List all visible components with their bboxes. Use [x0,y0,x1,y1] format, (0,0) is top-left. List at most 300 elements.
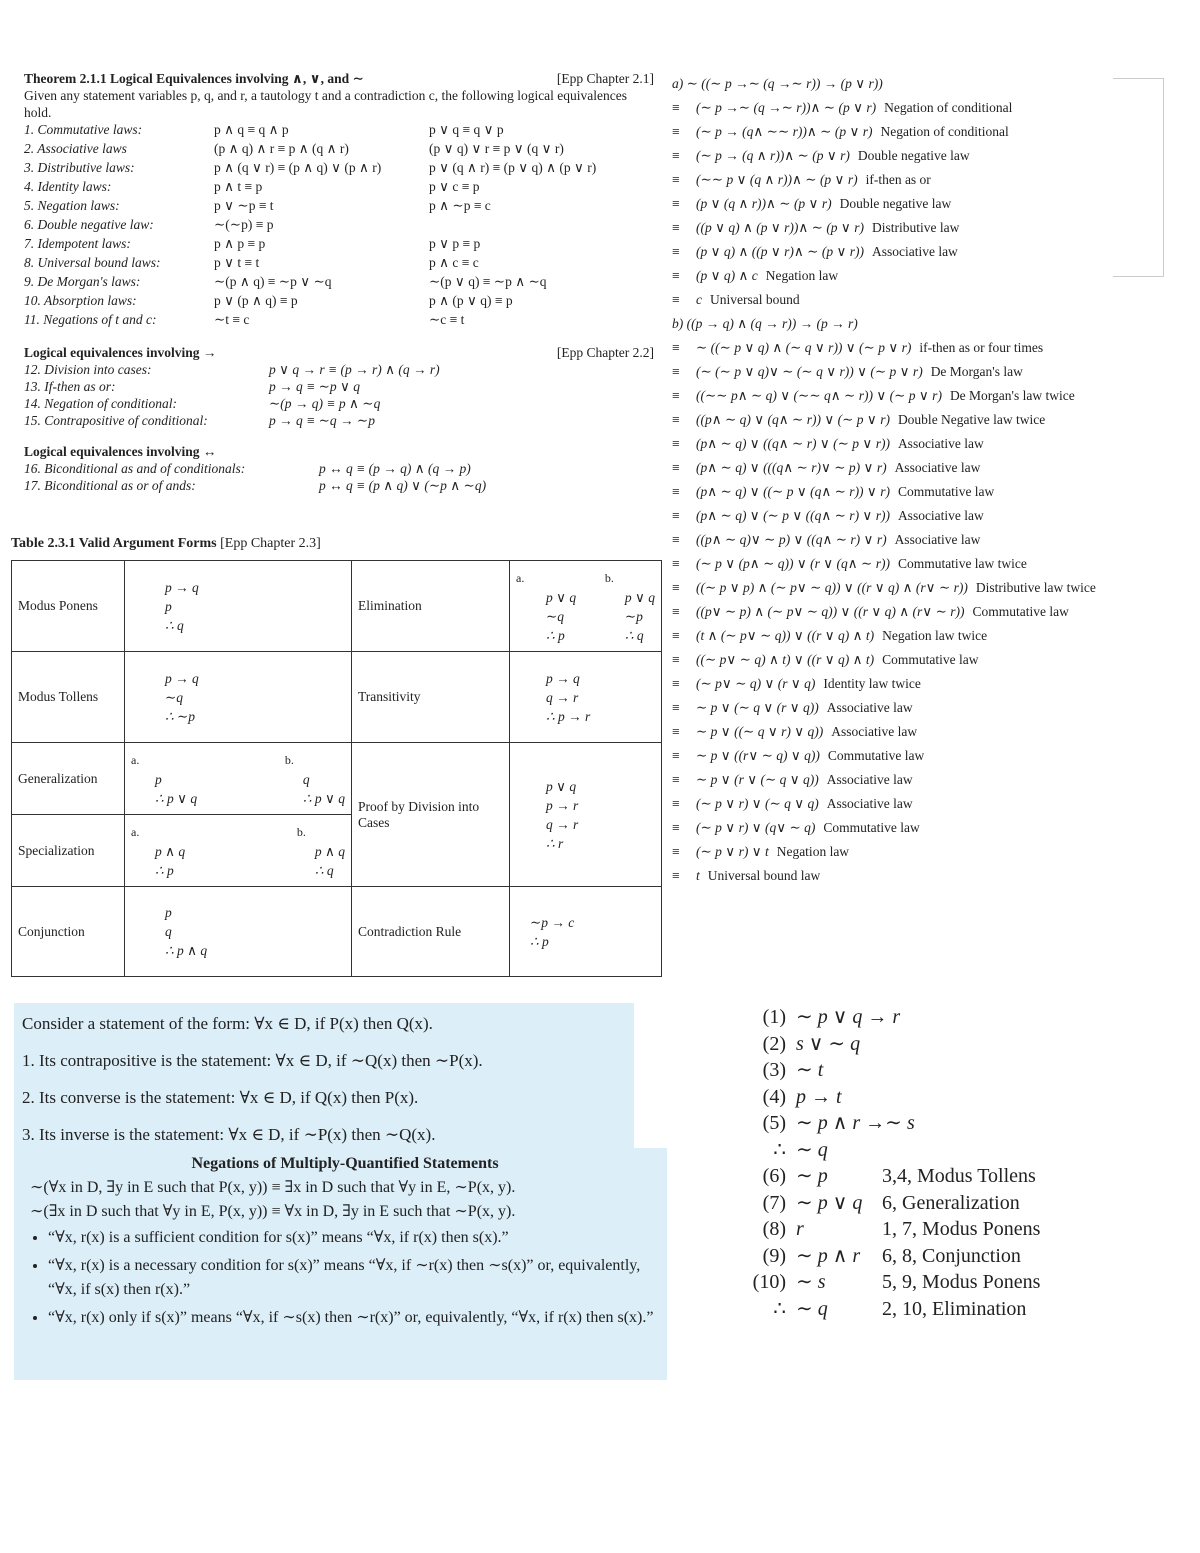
equiv-symbol: ≡ [672,436,680,451]
proof-step-number: ∴ [773,1297,786,1320]
rule-form [125,815,352,887]
equiv-symbol: ≡ [672,580,680,595]
law-row [24,273,654,292]
law-right: p ∨ c ≡ p [429,179,480,194]
equiv-justification: Distributive law twice [975,580,1096,595]
law-name: 7. Idempotent laws: [24,236,131,251]
equiv-justification: Associative law [826,700,913,715]
proof-justification: 1, 7, Modus Ponens [882,1218,1041,1240]
form-line: ∴ p [530,933,549,949]
equiv-symbol: ≡ [672,340,680,355]
form-line: p ∧ q [155,843,186,859]
form-line: ∴ p [155,862,174,878]
form-label: a. [131,824,140,839]
list-item: • “∀x, r(x) only if s(x)” means “∀x, if ∼s(x) then ∼r(x)” or, equivalently, “∀x, if r(x) then s(x).” [48,1306,660,1330]
equivalence-line [672,816,1197,840]
form-line: p [165,905,172,920]
equivalence-line [672,648,1197,672]
form-line: ∼p [624,608,643,624]
equivalence-line [672,216,1197,240]
law-row [24,140,654,159]
equiv-justification: Negation law [776,844,850,859]
law-left: ∼(∼p) ≡ p [214,217,274,232]
rule-form [125,743,352,815]
form-line: ∴ q [624,627,644,643]
table-row [12,561,662,652]
proof-row [740,1243,1040,1270]
law-row [24,216,654,235]
table-row [12,652,662,743]
negations-title: Negations of Multiply-Quantified Statements [191,1155,499,1172]
table-row [12,887,662,977]
equiv-symbol: ≡ [672,364,680,379]
section-conditional-heading [24,344,654,361]
argument-proof [740,1004,1040,1322]
form-line: p → q [165,579,199,595]
part-a-header: a) ∼ ((∼ p →∼ (q →∼ r)) → (p ∨ r)) [672,76,883,91]
list-item: • “∀x, r(x) is a necessary condition for s(x)” means “∀x, if ∼r(x) then ∼s(x)” or, equivalently, “∀x, if s(x) then r(x).” [48,1254,660,1302]
equiv-symbol: ≡ [672,652,680,667]
equivalence-line [672,864,1197,888]
rule-form [510,561,662,652]
equiv-justification: Commutative law [897,484,995,499]
equiv-expression: (t ∧ (∼ p∨ ∼ q)) ∨ ((r ∨ q) ∧ t) [696,628,875,643]
equiv-symbol: ≡ [672,676,680,691]
equiv-justification: Associative law [826,772,913,787]
proof-row [740,1269,1040,1296]
law-row [24,235,654,254]
equiv-symbol: ≡ [672,604,680,619]
form-line: p ∨ q [624,589,655,605]
equiv-symbol: ≡ [672,196,680,211]
equiv-justification: Distributive law [871,220,960,235]
equivalence-line [672,600,1197,624]
equivalence-line [672,288,1197,312]
equiv-expression: (∼ p →∼ (q →∼ r))∧ ∼ (p ∨ r) [696,100,877,115]
rule-form [125,561,352,652]
proof-step-number: (5) [762,1112,786,1134]
equiv-expression: (∼ p → (q ∧ r))∧ ∼ (p ∨ r) [696,148,850,163]
proof-expression: ∼ q [796,1138,828,1161]
law-right: ∼(p ∨ q) ≡ ∼p ∧ ∼q [429,274,547,289]
form-line: ∴ r [546,835,564,851]
equiv-justification: Negation of conditional [884,100,1013,115]
rule-name: Specialization [12,815,125,887]
equiv-expression: (p∧ ∼ q) ∨ ((∼ p ∨ (q∧ ∼ r)) ∨ r) [696,484,890,499]
equiv-symbol: ≡ [672,628,680,643]
law-name: 3. Distributive laws: [24,160,135,175]
proof-step-number: (8) [762,1218,786,1240]
form-line: p [165,598,172,614]
law-row [24,477,654,494]
laws-list [24,121,654,330]
form-line: p ∨ q [546,778,577,794]
equiv-symbol: ≡ [672,508,680,523]
form-label: b. [296,824,306,839]
form-line: p [155,771,162,787]
law-name: 14. Negation of conditional: [24,396,177,411]
equiv-expression: ((∼ p∨ ∼ q) ∧ t) ∨ ((r ∨ q) ∧ t) [696,652,875,667]
equiv-expression: (p∧ ∼ q) ∨ (∼ p ∨ ((q∧ ∼ r) ∨ r)) [696,508,890,523]
form-line: ∴ q [165,617,184,633]
negations-text [30,1152,660,1334]
biconditional-laws-list [24,460,654,494]
proof-expression: ∼ s [796,1271,826,1293]
proof-justification: 2, 10, Elimination [882,1297,1027,1320]
table-title-text: Table 2.3.1 Valid Argument Forms [11,536,217,551]
law-left: p ↔ q ≡ (p → q) ∧ (q → p) [319,461,471,476]
equiv-symbol: ≡ [672,820,680,835]
form-line: ∼q [165,689,184,705]
law-name: 1. Commutative laws: [24,122,143,137]
law-row [24,121,654,140]
section-heading-text: Logical equivalences involving ↔ [24,444,217,459]
form-line: p ∨ q [546,589,577,605]
proof-row [740,1163,1040,1190]
equiv-symbol: ≡ [672,220,680,235]
law-name: 10. Absorption laws: [24,293,137,308]
form-line: p → q [546,670,580,686]
equivalence-line [672,408,1197,432]
equivalence-line [672,96,1197,120]
equiv-justification: Associative law [897,508,984,523]
equiv-symbol: ≡ [672,748,680,763]
law-name: 15. Contrapositive of conditional: [24,413,208,428]
section-ref: [Epp Chapter 2.2] [556,345,654,360]
law-left: p ∧ (q ∨ r) ≡ (p ∧ q) ∨ (p ∧ r) [214,160,382,175]
proof-step-number: (10) [752,1271,786,1293]
law-row [24,178,654,197]
equivalence-line [672,624,1197,648]
equiv-justification: Commutative law [882,652,979,667]
theorem-ref: [Epp Chapter 2.1] [556,71,654,86]
law-left: p ∧ p ≡ p [214,236,266,251]
form-label: a. [131,752,140,767]
law-name: 4. Identity laws: [24,179,112,194]
proof-row [740,1031,1040,1058]
law-name: 8. Universal bound laws: [24,255,161,270]
table-title [11,536,321,552]
law-row [24,197,654,216]
equiv-expression: ∼ p ∨ (r ∨ (∼ q ∨ q)) [696,772,819,787]
equiv-expression: (∼ p ∨ r) ∨ (q∨ ∼ q) [696,820,816,835]
conditional-laws-list [24,361,654,429]
form-line: ∴ p → r [546,708,591,724]
equivalence-line [672,840,1197,864]
variant-line: Consider a statement of the form: ∀x ∈ D, if P(x) then Q(x). [22,1014,433,1033]
rule-name: Transitivity [352,652,510,743]
equiv-expression: ((∼∼ p∧ ∼ q) ∨ (∼∼ q∧ ∼ r)) ∨ (∼ p ∨ r) [696,388,942,403]
equiv-expression: (∼ p∨ ∼ q) ∨ (r ∨ q) [696,676,816,691]
equiv-justification: Negation law [765,268,839,283]
law-right: p ∨ p ≡ p [429,236,481,251]
equiv-justification: De Morgan's law [930,364,1023,379]
proof-expression: p → t [796,1085,842,1108]
proof-step-number: (1) [762,1006,786,1028]
form-line: p → q [165,670,199,686]
equiv-justification: Associative law [894,532,981,547]
equiv-symbol: ≡ [672,124,680,139]
proof-expression: ∼ p ∧ r →∼ s [796,1112,915,1134]
equiv-expression: ((p∧ ∼ q)∨ ∼ p) ∨ ((q∧ ∼ r) ∨ r) [696,532,887,547]
equiv-symbol: ≡ [672,172,680,187]
equiv-expression: (∼∼ p ∨ (q ∧ r))∧ ∼ (p ∨ r) [696,172,858,187]
variant-line: 3. Its inverse is the statement: ∀x ∈ D, if ∼P(x) then ∼Q(x). [22,1125,436,1144]
equiv-symbol: ≡ [672,412,680,427]
equiv-expression: (∼ p ∨ r) ∨ t [696,844,769,859]
argument-forms-table [11,560,662,977]
equiv-expression: ((∼ p ∨ p) ∧ (∼ p∨ ∼ q)) ∨ ((r ∨ q) ∧ (r∨ ∼ r)) [696,580,968,595]
law-right: p ∧ ∼p ≡ c [429,198,491,213]
rule-form [125,887,352,977]
equivalence-line [672,720,1197,744]
rule-form [510,887,662,977]
equivalence-line [672,336,1197,360]
equivalence-line [672,360,1197,384]
law-left: p ↔ q ≡ (p ∧ q) ∨ (∼p ∧ ∼q) [319,478,487,493]
form-line: ∴ p ∧ q [165,943,208,958]
rule-name: Generalization [12,743,125,815]
conditional-variants-text [22,1005,642,1153]
table-row [12,743,662,815]
equiv-symbol: ≡ [672,532,680,547]
form-line: q [302,771,310,787]
law-row [24,292,654,311]
form-label: a. [516,570,525,585]
equivalence-line [672,696,1197,720]
equiv-justification: De Morgan's law twice [949,388,1075,403]
law-name: 2. Associative laws [24,141,127,156]
equiv-symbol: ≡ [672,460,680,475]
law-left: p ∧ q ≡ q ∧ p [214,122,289,137]
proof-step-number: (7) [762,1191,786,1214]
form-line: ∼q [546,608,565,624]
law-left: p ∨ (p ∧ q) ≡ p [214,293,298,308]
law-left: p → q ≡ ∼p ∨ q [269,379,361,394]
form-line: p → r [546,797,579,813]
equiv-expression: (∼ p → (q∧ ∼∼ r))∧ ∼ (p ∨ r) [696,124,873,139]
proof-step-number: (3) [762,1059,786,1081]
equiv-expression: (p∧ ∼ q) ∨ ((q∧ ∼ r) ∨ (∼ p ∨ r)) [696,436,890,451]
equiv-justification: Commutative law [972,604,1069,619]
equiv-symbol: ≡ [672,844,680,859]
law-row [24,378,654,395]
negation-line: ∼(∀x in D, ∃y in E such that P(x, y)) ≡ ∃x in D such that ∀y in E, ∼P(x, y). [30,1179,516,1196]
equiv-symbol: ≡ [672,700,680,715]
equivalence-proofs [672,72,1197,888]
law-row [24,254,654,273]
law-name: 6. Double negative law: [24,217,154,232]
form-line: q → r [546,816,579,832]
equiv-justification: if-then as or four times [919,340,1044,355]
law-right: p ∧ c ≡ c [429,255,479,270]
equivalence-line [672,432,1197,456]
form-line: q → r [546,689,579,705]
equiv-symbol: ≡ [672,100,680,115]
part-b-header: b) ((p → q) ∧ (q → r)) → (p → r) [672,316,858,331]
proof-justification: 5, 9, Modus Ponens [882,1271,1041,1293]
proof-row [740,1296,1040,1323]
equiv-justification: if-then as or [865,172,931,187]
equiv-symbol: ≡ [672,388,680,403]
equiv-expression: (p ∨ (q ∧ r))∧ ∼ (p ∨ r) [696,196,832,211]
conditions-list [30,1226,660,1330]
theorem-heading: Theorem 2.1.1 Logical Equivalences involving ∧, ∨, and ∼ [24,71,364,86]
equiv-symbol: ≡ [672,868,680,883]
equiv-symbol: ≡ [672,484,680,499]
equiv-expression: (p∧ ∼ q) ∨ (((q∧ ∼ r)∨ ∼ p) ∨ r) [696,460,887,475]
equiv-expression: (∼ (∼ p ∨ q)∨ ∼ (∼ q ∨ r)) ∨ (∼ p ∨ r) [696,364,923,379]
equivalence-line [672,120,1197,144]
section-biconditional-heading [24,443,654,460]
equivalence-line [672,240,1197,264]
equiv-justification: Commutative law twice [897,556,1027,571]
equivalence-line [672,792,1197,816]
law-row [24,412,654,429]
equiv-justification: Commutative law [823,820,920,835]
law-left: p ∨ t ≡ t [214,255,260,270]
equiv-symbol: ≡ [672,772,680,787]
equiv-expression: ((p∨ ∼ p) ∧ (∼ p∨ ∼ q)) ∨ ((r ∨ q) ∧ (r∨ ∼ r)) [696,604,965,619]
form-line: q [165,924,172,939]
law-name: 11. Negations of t and c: [24,312,157,327]
equivalence-line [672,456,1197,480]
law-name: 12. Division into cases: [24,362,152,377]
proof-step-number: (4) [762,1085,786,1108]
equiv-justification: Commutative law [827,748,925,763]
equiv-expression: ((p ∨ q) ∧ (p ∨ r))∧ ∼ (p ∨ r) [696,220,864,235]
equiv-expression: (∼ p ∨ r) ∨ (∼ q ∨ q) [696,796,819,811]
equiv-expression: (p ∨ q) ∧ c [696,268,758,283]
equiv-expression: ∼ p ∨ ((∼ q ∨ r) ∨ q)) [696,724,824,739]
form-line: p ∧ q [314,843,345,859]
equivalence-line [672,672,1197,696]
proof-step-number: (6) [762,1165,786,1187]
equivalence-line [672,480,1197,504]
proof-justification: 6, Generalization [882,1191,1020,1214]
rule-name: Conjunction [12,887,125,977]
rule-form [510,743,662,887]
rule-name: Modus Tollens [12,652,125,743]
equiv-justification: Double Negative law twice [897,412,1046,427]
law-row [24,311,654,330]
proof-justification: 6, 8, Conjunction [882,1244,1021,1267]
equiv-justification: Negation law twice [882,628,988,643]
equivalence-line [672,744,1197,768]
form-line: ∴ p ∨ q [302,790,345,806]
rule-name: Modus Ponens [12,561,125,652]
law-row [24,460,654,477]
law-right [429,216,654,235]
equiv-expression: (p ∨ q) ∧ ((p ∨ r)∧ ∼ (p ∨ r)) [696,244,864,259]
proof-row [740,1004,1040,1031]
proof-step-number: (9) [762,1244,786,1267]
equiv-expression: ((p∧ ∼ q) ∨ (q∧ ∼ r)) ∨ (∼ p ∨ r) [696,412,890,427]
law-left: ∼t ≡ c [214,312,250,327]
law-name: 5. Negation laws: [24,198,120,213]
section-heading-text: Logical equivalences involving → [24,345,217,360]
proof-row [740,1110,1040,1137]
equivalence-line [672,168,1197,192]
equiv-expression: ∼ p ∨ (∼ q ∨ (r ∨ q)) [696,700,819,715]
equiv-symbol: ≡ [672,292,680,307]
equiv-expression: ∼ p ∨ ((r∨ ∼ q) ∨ q)) [696,748,820,763]
equiv-expression: c [696,292,702,307]
equiv-justification: Universal bound law [707,868,821,883]
form-label: b. [284,752,294,767]
equivalence-line [672,528,1197,552]
law-right: p ∧ (p ∨ q) ≡ p [429,293,513,308]
equivalence-line [672,576,1197,600]
law-right: p ∨ q ≡ q ∨ p [429,122,504,137]
table-ref: [Epp Chapter 2.3] [220,536,321,551]
theorem-block [24,70,654,494]
proof-expression: r [796,1218,804,1240]
form-line: ∼p → c [530,914,575,930]
equiv-justification: Double negative law [839,196,952,211]
part-b-lines [672,336,1197,888]
proof-expression: ∼ p ∨ q → r [796,1006,901,1028]
proof-justification: 3,4, Modus Tollens [882,1165,1036,1187]
law-row [24,159,654,178]
rule-name: Elimination [352,561,510,652]
law-name: 16. Biconditional as and of conditionals: [24,461,246,476]
equiv-symbol: ≡ [672,244,680,259]
proof-step-number: (2) [762,1032,786,1055]
law-left: p ∨ ∼p ≡ t [214,198,274,213]
equiv-symbol: ≡ [672,724,680,739]
law-right: p ∨ (q ∧ r) ≡ (p ∨ q) ∧ (p ∨ r) [429,160,597,175]
equiv-symbol: ≡ [672,268,680,283]
equivalence-line [672,192,1197,216]
variant-line: 1. Its contrapositive is the statement: ∀x ∈ D, if ∼Q(x) then ∼P(x). [22,1051,483,1070]
theorem-intro: Given any statement variables p, q, and r, a tautology t and a contradiction c, the following logical equivalences hold. [24,88,628,120]
equiv-expression: t [696,868,700,883]
equiv-justification: Associative law [831,724,918,739]
equiv-symbol: ≡ [672,556,680,571]
equiv-justification: Associative law [871,244,958,259]
law-name: 13. If-then as or: [24,379,116,394]
equiv-symbol: ≡ [672,796,680,811]
form-label: b. [604,570,614,585]
equivalence-line [672,504,1197,528]
equiv-justification: Double negative law [857,148,970,163]
law-right: (p ∨ q) ∨ r ≡ p ∨ (q ∨ r) [429,141,564,156]
law-row [24,395,654,412]
equiv-justification: Identity law twice [823,676,921,691]
equiv-expression: (∼ p ∨ (p∧ ∼ q)) ∨ (r ∨ (q∧ ∼ r)) [696,556,890,571]
equivalence-line [672,552,1197,576]
law-left: ∼(p ∧ q) ≡ ∼p ∨ ∼q [214,274,332,289]
equivalence-line [672,768,1197,792]
variant-line: 2. Its converse is the statement: ∀x ∈ D, if Q(x) then P(x). [22,1088,419,1107]
proof-expression: ∼ q [796,1297,828,1320]
equiv-justification: Universal bound [710,292,800,307]
law-name: 17. Biconditional as or of ands: [24,478,196,493]
rule-name: Contradiction Rule [352,887,510,977]
form-line: ∴ p ∨ q [155,790,198,806]
proof-row [740,1216,1040,1243]
law-name: 9. De Morgan's laws: [24,274,141,289]
law-right: ∼c ≡ t [429,312,465,327]
equiv-expression: ∼ ((∼ p ∨ q) ∧ (∼ q ∨ r)) ∨ (∼ p ∨ r) [696,340,912,355]
proof-row [740,1057,1040,1084]
negation-line: ∼(∃x in D such that ∀y in E, P(x, y)) ≡ ∀x in D, ∃y in E such that ∼P(x, y). [30,1203,516,1220]
equiv-justification: Associative law [894,460,981,475]
law-left: p → q ≡ ∼q → ∼p [269,413,375,428]
equiv-justification: Associative law [897,436,984,451]
law-row [24,361,654,378]
